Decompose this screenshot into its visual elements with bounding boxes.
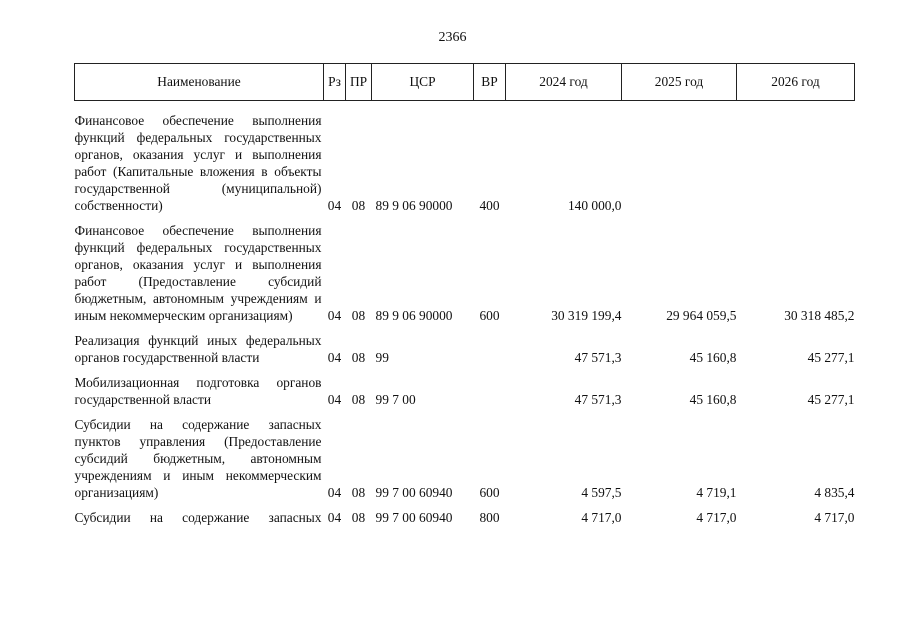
header-name: Наименование: [75, 64, 324, 101]
row-vr: 600: [479, 485, 500, 500]
table-row: [75, 101, 855, 215]
table-row: [75, 408, 855, 501]
row-name: Реализация функций иных федеральных органов государственной власти: [74, 333, 322, 365]
row-2026: [737, 101, 855, 215]
row-pr: 08: [351, 392, 366, 407]
row-csr: 99 7 00 60940: [375, 510, 453, 525]
row-pr: 08: [351, 198, 366, 213]
row-2026: 4 717,0: [814, 510, 855, 525]
row-2025: [622, 101, 737, 215]
row-2025: 45 160,8: [689, 350, 737, 365]
header-row: [75, 64, 855, 101]
row-pr: 08: [351, 350, 366, 365]
header-pr: ПР: [346, 64, 372, 101]
row-2024: 47 571,3: [574, 392, 622, 407]
header-rz: Рз: [324, 64, 346, 101]
table-row: [75, 366, 855, 408]
row-rz: 04: [327, 485, 342, 500]
row-2024: 4 597,5: [581, 485, 622, 500]
row-name: Финансовое обеспечение выполнения функций федеральных государственных органов, оказания услуг и выполнения работ (Капитальные вложения в объекты государственной (муниципальной) собственности): [74, 113, 322, 213]
row-vr: 800: [479, 510, 500, 525]
row-rz: 04: [327, 198, 342, 213]
row-2024: 30 319 199,4: [551, 308, 622, 323]
row-rz: 04: [327, 392, 342, 407]
row-pr: 08: [351, 485, 366, 500]
row-vr: [474, 324, 506, 366]
row-2026: 4 835,4: [814, 485, 855, 500]
header-csr: ЦСР: [372, 64, 474, 101]
row-name: Субсидии на содержание запасных пунктов управления (Предоставление субсидий бюджетным, автономным учреждениям и иным некоммерческим организациям): [74, 417, 322, 500]
row-name: Финансовое обеспечение выполнения функций федеральных государственных органов, оказания услуг и выполнения работ (Предоставление субсидий бюджетным, автономным учреждениям и иным некоммерческим организациям): [74, 223, 322, 323]
row-pr: 08: [351, 308, 366, 323]
row-rz: 04: [327, 308, 342, 323]
row-2026: 30 318 485,2: [784, 308, 855, 323]
row-rz: 04: [327, 350, 342, 365]
row-2026: 45 277,1: [807, 350, 855, 365]
row-vr: 400: [479, 198, 500, 213]
row-name: Мобилизационная подготовка органов государственной власти: [74, 375, 322, 407]
row-2025: 45 160,8: [689, 392, 737, 407]
table-row: [75, 501, 855, 526]
row-2024: 140 000,0: [567, 198, 622, 213]
row-2024: 47 571,3: [574, 350, 622, 365]
header-2026: 2026 год: [737, 64, 855, 101]
row-pr: 08: [351, 510, 366, 525]
row-2025: 4 719,1: [696, 485, 737, 500]
row-vr: [474, 366, 506, 408]
row-name: Субсидии на содержание запасных: [74, 510, 322, 525]
row-csr: 99: [375, 350, 389, 365]
row-rz: 04: [327, 510, 342, 525]
row-2025: 29 964 059,5: [666, 308, 737, 323]
table-row: [75, 324, 855, 366]
page-number: 2366: [438, 30, 467, 45]
header-2025: 2025 год: [622, 64, 737, 101]
row-csr: 89 9 06 90000: [375, 308, 453, 323]
header-vr: ВР: [474, 64, 506, 101]
row-csr: 89 9 06 90000: [375, 198, 453, 213]
budget-table: [74, 63, 855, 526]
row-2024: 4 717,0: [581, 510, 622, 525]
row-csr: 99 7 00 60940: [375, 485, 453, 500]
table-row: [75, 214, 855, 324]
row-2025: 4 717,0: [696, 510, 737, 525]
header-2024: 2024 год: [506, 64, 622, 101]
row-2026: 45 277,1: [807, 392, 855, 407]
row-csr: 99 7 00: [375, 392, 416, 407]
row-vr: 600: [479, 308, 500, 323]
